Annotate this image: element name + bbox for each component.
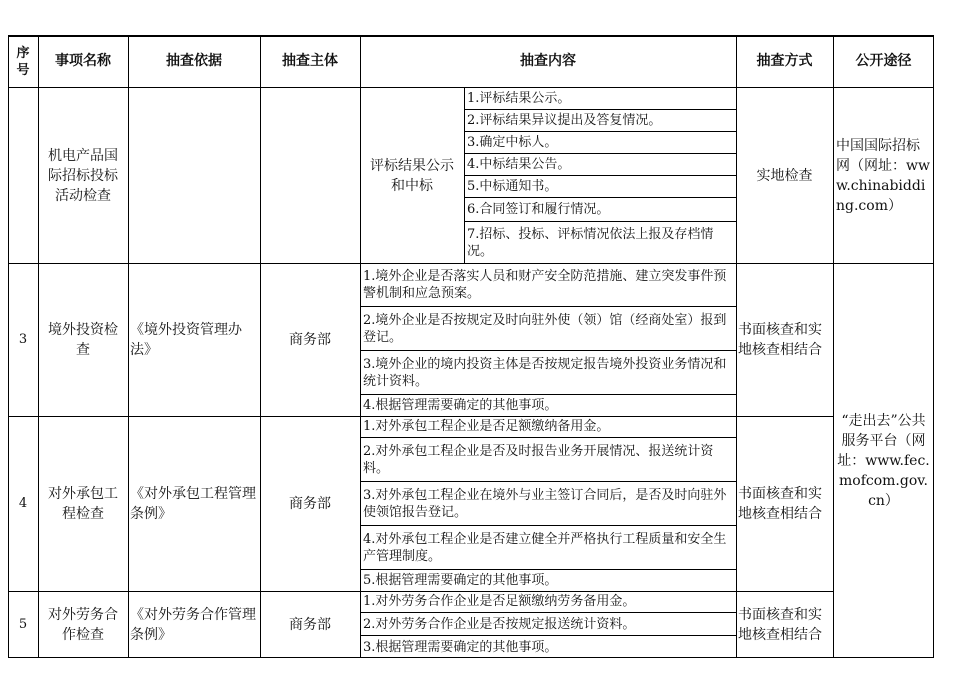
row-4-items — [360, 591, 736, 658]
header-seq: 序号 — [16, 45, 30, 78]
row-4-item-3: 3.根据管理需要确定的其他事项。 — [363, 639, 558, 655]
row-3-item-5: 5.根据管理需要确定的其他事项。 — [363, 573, 558, 588]
row-4-item-2: 2.对外劳务合作企业是否按规定报送统计资料。 — [363, 616, 636, 632]
row-2-item-2: 2.境外企业是否按规定及时向驻外使（领）馆（经商处室）报到登记。 — [363, 312, 727, 345]
row-2-basis: 《境外投资管理办法》 — [130, 321, 242, 358]
row-3-subject: 商务部 — [289, 495, 331, 512]
row-1-subject — [260, 88, 360, 263]
shared-channel: “走出去”公共服务平台（网址：www.fec.mofcom.gov.cn） — [837, 412, 930, 509]
row-2-seq: 3 — [18, 331, 28, 347]
row-1-channel: 中国国际招标网（网址：www.chinabidding.com） — [836, 137, 930, 214]
row-4-subject: 商务部 — [289, 616, 331, 633]
row-3-basis: 《对外承包工程管理条例》 — [130, 485, 256, 522]
row-2-item-1: 1.境外企业是否落实人员和财产安全防范措施、建立突发事件预警机制和应急预案。 — [363, 268, 727, 301]
row-3-seq: 4 — [18, 495, 28, 511]
row-2-item-4: 4.根据管理需要确定的其他事项。 — [363, 398, 558, 413]
row-4-item-1: 1.对外劳务合作企业是否足额缴纳劳务备用金。 — [363, 594, 636, 609]
header-channel: 公开途径 — [855, 53, 912, 69]
row-3-method: 书面核查和实地核查相结合 — [738, 485, 822, 522]
header-method: 抽查方式 — [756, 53, 813, 69]
row-2-method: 书面核查和实地核查相结合 — [738, 321, 822, 358]
row-1-item-6: 6.合同签订和履行情况。 — [467, 202, 610, 217]
row-1-item-4: 4.中标结果公告。 — [467, 157, 571, 172]
row-1-basis — [128, 88, 260, 263]
row-2-item-3: 3.境外企业的境内投资主体是否按规定报告境外投资业务情况和统计资料。 — [363, 356, 727, 389]
row-1-item-2: 2.评标结果异议提出及答复情况。 — [467, 113, 662, 128]
row-2-name: 境外投资检查 — [48, 321, 118, 358]
row-3-item-2: 2.对外承包工程企业是否及时报告业务开展情况、报送统计资料。 — [363, 443, 714, 476]
row-1-item-7: 7.招标、投标、评标情况依法上报及存档情况。 — [467, 226, 714, 259]
header-content: 抽查内容 — [520, 53, 576, 69]
row-2-items — [360, 263, 736, 416]
row-1-method: 实地检查 — [756, 167, 813, 184]
row-4-basis: 《对外劳务合作管理条例》 — [130, 606, 256, 643]
row-3-items — [360, 416, 736, 591]
row-4-name: 对外劳务合作检查 — [48, 606, 118, 643]
row-3-item-1: 1.对外承包工程企业是否足额缴纳备用金。 — [363, 419, 610, 434]
inspection-table — [8, 35, 934, 658]
row-1-items — [464, 88, 736, 263]
row-3-item-4: 4.对外承包工程企业是否建立健全并严格执行工程质量和安全生产管理制度。 — [363, 531, 727, 564]
row-3-name: 对外承包工程检查 — [48, 485, 118, 522]
row-2-subject: 商务部 — [289, 331, 331, 348]
row-4-method: 书面核查和实地核查相结合 — [738, 606, 822, 643]
header-basis: 抽查依据 — [166, 53, 222, 69]
row-1-sub-label: 评标结果公示和中标 — [370, 157, 454, 194]
row-3-item-3: 3.对外承包工程企业在境外与业主签订合同后，是否及时向驻外使领馆报告登记。 — [363, 487, 727, 520]
header-subject: 抽查主体 — [282, 53, 338, 69]
header-name: 事项名称 — [55, 53, 111, 69]
row-1-item-1: 1.评标结果公示。 — [467, 91, 571, 106]
row-1-item-3: 3.确定中标人。 — [467, 135, 558, 150]
row-4-seq: 5 — [18, 616, 28, 632]
row-1-item-5: 5.中标通知书。 — [467, 179, 558, 194]
row-1-seq — [8, 88, 38, 263]
row-1-name: 机电产品国际招标投标活动检查 — [48, 147, 118, 204]
